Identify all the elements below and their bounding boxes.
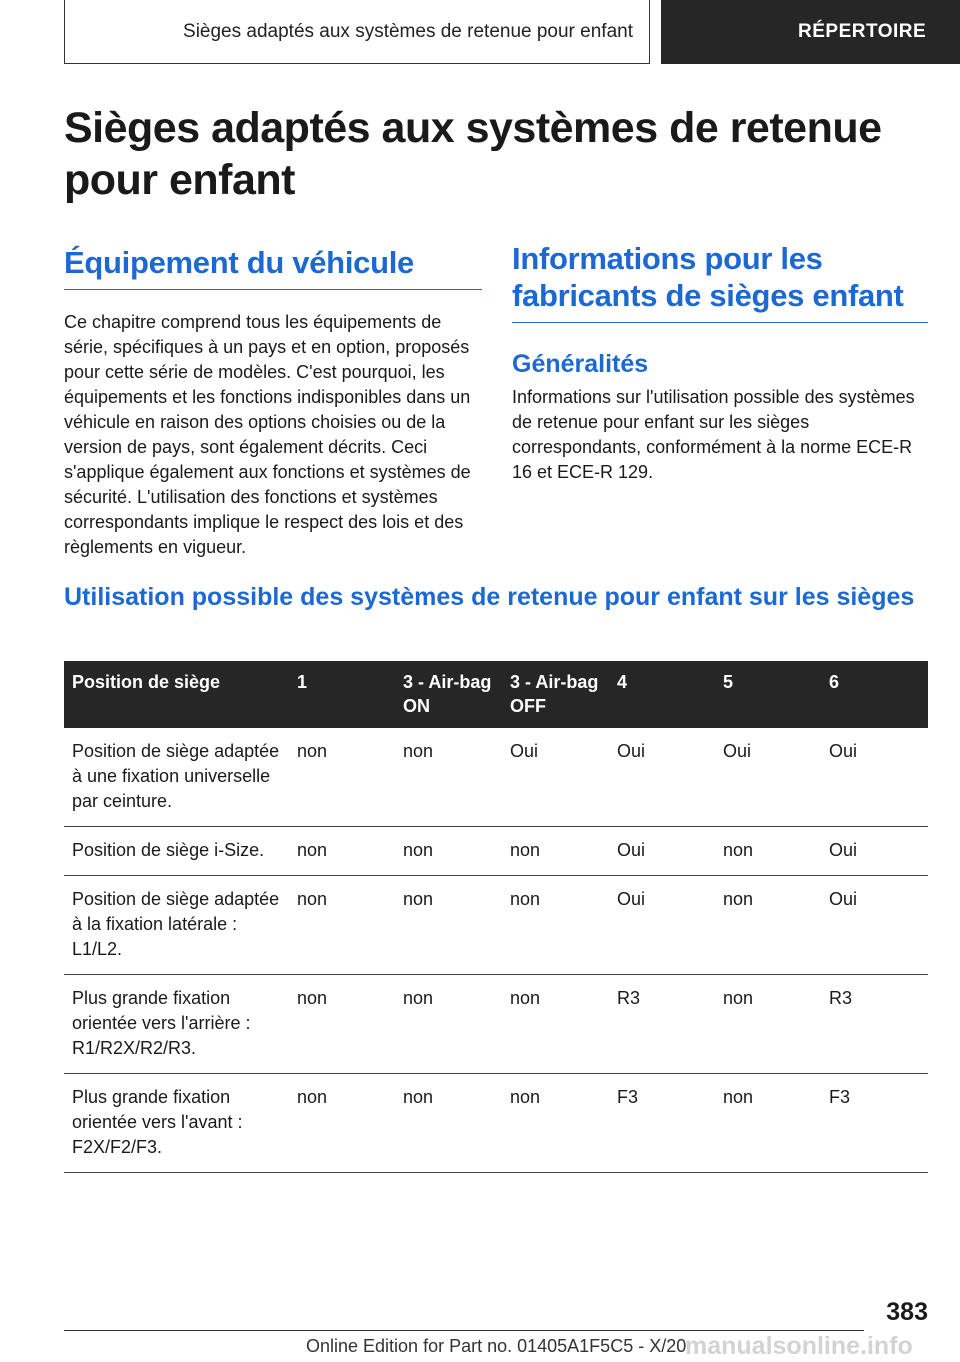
index-tab[interactable] xyxy=(661,0,960,64)
header-section-tab[interactable] xyxy=(64,0,650,64)
table-cell: Position de siège i-Size. xyxy=(64,827,289,876)
index-tab-label: RÉPERTOIRE xyxy=(798,21,927,42)
seat-usage-heading: Utilisation possible des systèmes de retenue pour enfant sur les sièges xyxy=(64,583,915,611)
table-cell: non xyxy=(502,827,609,876)
table-cell: Oui xyxy=(609,827,715,876)
general-subheading: Généralités xyxy=(512,350,649,378)
manufacturer-info-heading: Informations pour les fabricants de sièges enfant xyxy=(512,240,928,323)
column-header: 4 xyxy=(609,661,715,728)
table-header-row xyxy=(64,661,928,728)
table-cell: Oui xyxy=(609,876,715,975)
edition-label: Online Edition for Part no. 01405A1F5C5 - X/20 xyxy=(306,1336,687,1356)
column-header: 3 - Air-bag OFF xyxy=(502,661,609,728)
table-cell: R3 xyxy=(609,975,715,1074)
table-cell: F3 xyxy=(609,1074,715,1173)
table-cell: non xyxy=(715,1074,821,1173)
table-cell: Oui xyxy=(609,728,715,827)
table-cell: non xyxy=(289,728,395,827)
column-header: Position de siège xyxy=(64,661,289,728)
vehicle-equipment-paragraph: Ce chapitre comprend tous les équipements de série, spécifiques à un pays et en option, proposés pour cette série de modèles. C'est pourquoi, les équipements et les fonctions indisponibles dans un véhicule en raison des options choisies ou de la version de pays, sont également décrits. Ceci s'applique également aux fonctions et systèmes de sécurité. L'utilisation des fonctions et systèmes correspondants implique le respect des lois et des règlements en vigueur. xyxy=(64,312,471,557)
table-row xyxy=(64,728,928,827)
table-row xyxy=(64,975,928,1074)
table-cell: Oui xyxy=(821,827,928,876)
table-row xyxy=(64,1074,928,1173)
table-cell: non xyxy=(395,827,502,876)
table-cell: F3 xyxy=(821,1074,928,1173)
table-cell: Oui xyxy=(502,728,609,827)
header-section-label: Sièges adaptés aux systèmes de retenue pour enfant xyxy=(183,20,633,42)
table-cell: non xyxy=(715,827,821,876)
table-cell: non xyxy=(289,827,395,876)
page-title: Sièges adaptés aux systèmes de retenue pour enfant xyxy=(64,104,882,204)
table-cell: Position de siège adaptée à une fixation universelle par ceinture. xyxy=(64,728,289,827)
general-paragraph: Informations sur l'utilisation possible des systèmes de retenue pour enfant sur les sièges correspondants, conformément à la norme ECE-R 16 et ECE-R 129. xyxy=(512,387,915,482)
table-cell: non xyxy=(395,728,502,827)
table-row xyxy=(64,827,928,876)
column-header: 1 xyxy=(289,661,395,728)
column-header: 6 xyxy=(821,661,928,728)
table-cell: Oui xyxy=(821,876,928,975)
vehicle-equipment-heading: Équipement du véhicule xyxy=(64,240,482,290)
column-header: 3 - Air-bag ON xyxy=(395,661,502,728)
table-cell: Plus grande fixation orientée vers l'avant : F2X/F2/F3. xyxy=(64,1074,289,1173)
column-header: 5 xyxy=(715,661,821,728)
table-cell: Plus grande fixation orientée vers l'arrière : R1/R2X/R2/R3. xyxy=(64,975,289,1074)
table-cell: non xyxy=(289,876,395,975)
table-cell: non xyxy=(395,1074,502,1173)
table-cell: Oui xyxy=(715,728,821,827)
table-cell: non xyxy=(289,975,395,1074)
table-cell: Position de siège adaptée à la fixation latérale : L1/L2. xyxy=(64,876,289,975)
table-cell: non xyxy=(502,876,609,975)
right-column xyxy=(512,240,928,485)
table-cell: non xyxy=(715,975,821,1074)
table-cell: R3 xyxy=(821,975,928,1074)
table-cell: Oui xyxy=(821,728,928,827)
seat-compatibility-table xyxy=(64,661,928,1173)
table-cell: non xyxy=(715,876,821,975)
left-column xyxy=(64,240,482,560)
table-cell: non xyxy=(502,975,609,1074)
table-cell: non xyxy=(395,975,502,1074)
table-row xyxy=(64,876,928,975)
watermark-text: manualsonline.info xyxy=(685,1332,913,1360)
footer-divider xyxy=(64,1330,864,1331)
page-number: 383 xyxy=(886,1298,928,1326)
table-cell: non xyxy=(395,876,502,975)
table-cell: non xyxy=(289,1074,395,1173)
table-cell: non xyxy=(502,1074,609,1173)
